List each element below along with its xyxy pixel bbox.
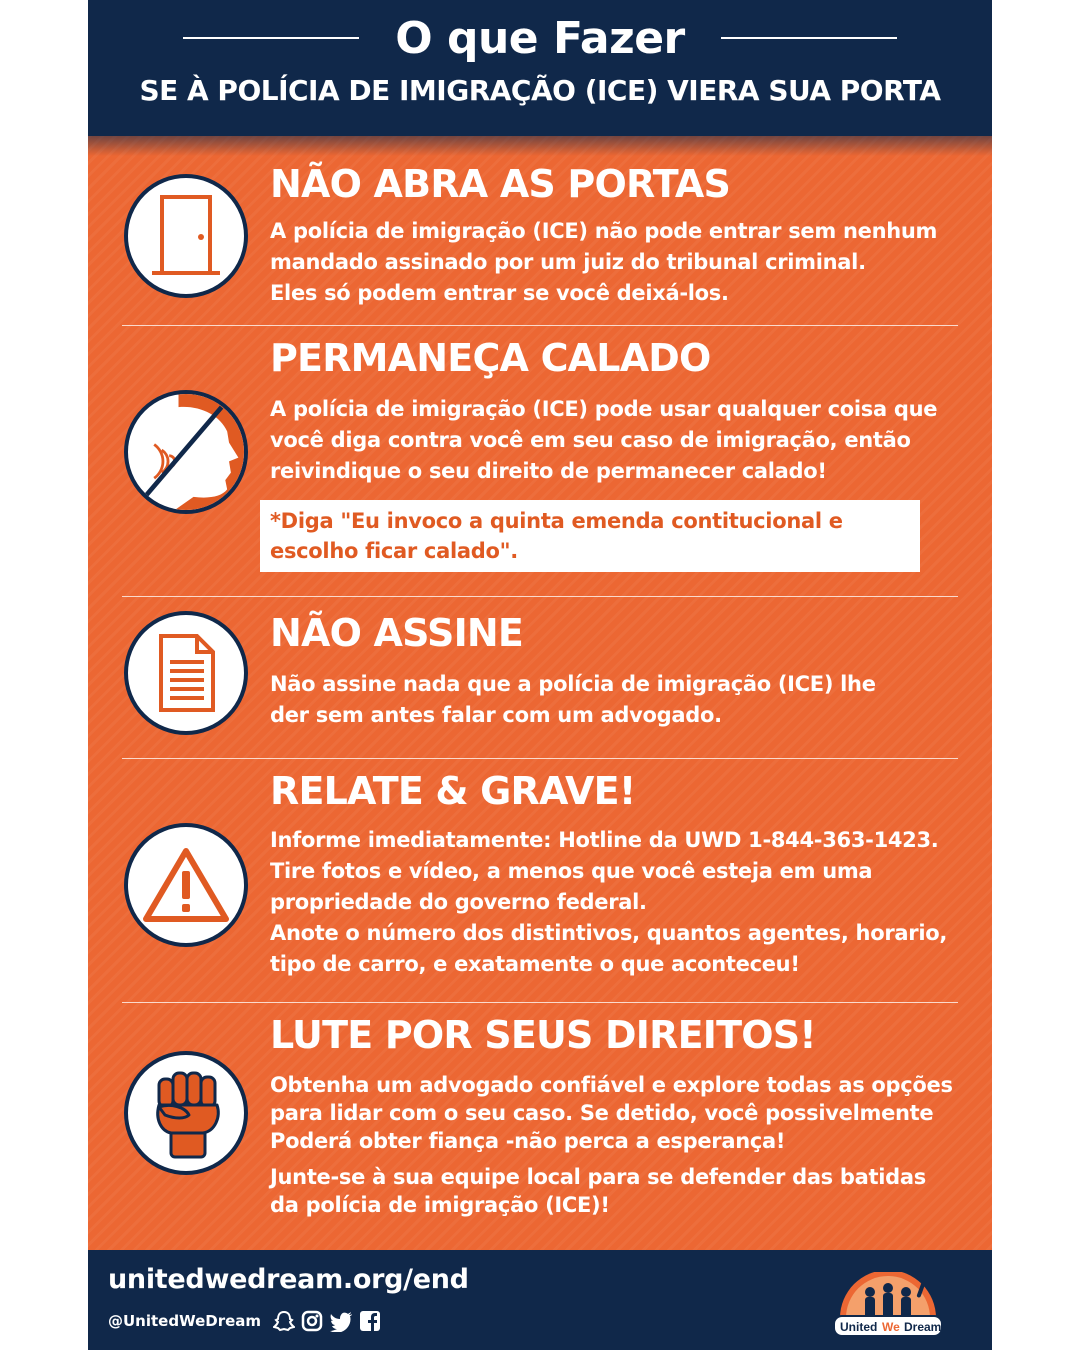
body-line: propriedade do governo federal. <box>270 890 647 914</box>
body-line-callout: Junte-se à sua equipe local para se defender das batidas <box>270 1165 926 1189</box>
body-line: mandado assinado por um juiz do tribunal criminal. <box>270 250 866 274</box>
body-line: para lidar com o seu caso. Se detido, você possivelmente <box>270 1101 934 1125</box>
body-line: A polícia de imigração (ICE) pode usar qualquer coisa que <box>270 397 938 421</box>
body-line: A polícia de imigração (ICE) não pode entrar sem nenhum <box>270 219 938 243</box>
raised-fist-icon <box>124 1051 248 1175</box>
section-title: PERMANEÇA CALADO <box>270 336 711 380</box>
document-icon <box>124 611 248 735</box>
quote-line: escolho ficar calado". <box>270 539 518 563</box>
body-line: Informe imediatamente: Hotline da UWD 1-844-363-1423. <box>270 828 939 852</box>
title-rule-right <box>721 37 897 39</box>
warning-icon <box>124 823 248 947</box>
section-body <box>270 216 970 309</box>
page-title: O que Fazer <box>395 12 685 64</box>
poster <box>88 0 992 1350</box>
header <box>88 0 992 136</box>
body-line: reivindique o seu direito de permanecer calado! <box>270 459 827 483</box>
logo-text-we: We <box>882 1320 900 1334</box>
body-line-callout: da polícia de imigração (ICE)! <box>270 1193 610 1217</box>
logo-text-united: United <box>840 1320 878 1334</box>
facebook-icon[interactable] <box>359 1310 381 1332</box>
section-body <box>270 394 970 487</box>
section-fight-for-rights <box>88 1003 992 1250</box>
body-line: Poderá obter fiança -não perca a esperança! <box>270 1129 786 1153</box>
twitter-icon[interactable] <box>329 1310 353 1332</box>
social-row <box>108 1310 381 1332</box>
body-line: Não assine nada que a polícia de imigração (ICE) lhe <box>270 672 876 696</box>
logo-text-dream: Dream <box>904 1320 942 1334</box>
section-title: NÃO ASSINE <box>270 611 524 655</box>
section-dont-sign <box>88 597 992 758</box>
instagram-icon[interactable] <box>301 1310 323 1332</box>
united-we-dream-logo <box>832 1272 944 1338</box>
section-dont-open-door <box>88 160 992 325</box>
section-report-record <box>88 759 992 1002</box>
section-body <box>270 825 970 980</box>
page-subtitle: SE À POLÍCIA DE IMIGRAÇÃO (ICE) VIERA SUA PORTA <box>139 74 941 107</box>
body-line: Obtenha um advogado confiável e explore todas as opções <box>270 1073 953 1097</box>
title-row <box>88 12 992 64</box>
body-line: Tire fotos e vídeo, a menos que você esteja em uma <box>270 859 873 883</box>
footer <box>88 1250 992 1350</box>
section-body <box>270 669 970 731</box>
section-body <box>270 1071 970 1219</box>
body-line: você diga contra você em seu caso de imigração, então <box>270 428 911 452</box>
snapchat-icon[interactable] <box>273 1310 295 1332</box>
content-panel <box>88 136 992 1250</box>
quote-line: *Diga "Eu invoco a quinta emenda contitucional e <box>270 509 843 533</box>
social-handle[interactable]: @UnitedWeDream <box>108 1312 262 1330</box>
quote-box <box>260 500 920 572</box>
section-title: LUTE POR SEUS DIREITOS! <box>270 1013 816 1057</box>
section-title: RELATE & GRAVE! <box>270 769 636 813</box>
body-line: Eles só podem entrar se você deixá-los. <box>270 281 729 305</box>
body-line: Anote o número dos distintivos, quantos agentes, horario, <box>270 921 948 945</box>
section-title: NÃO ABRA AS PORTAS <box>270 162 731 206</box>
door-icon <box>124 174 248 298</box>
body-line: der sem antes falar com um advogado. <box>270 703 722 727</box>
no-speaking-icon <box>124 390 248 514</box>
body-line: tipo de carro, e exatamente o que aconteceu! <box>270 952 800 976</box>
title-rule-left <box>183 37 359 39</box>
website-link[interactable]: unitedwedream.org/end <box>108 1264 469 1295</box>
